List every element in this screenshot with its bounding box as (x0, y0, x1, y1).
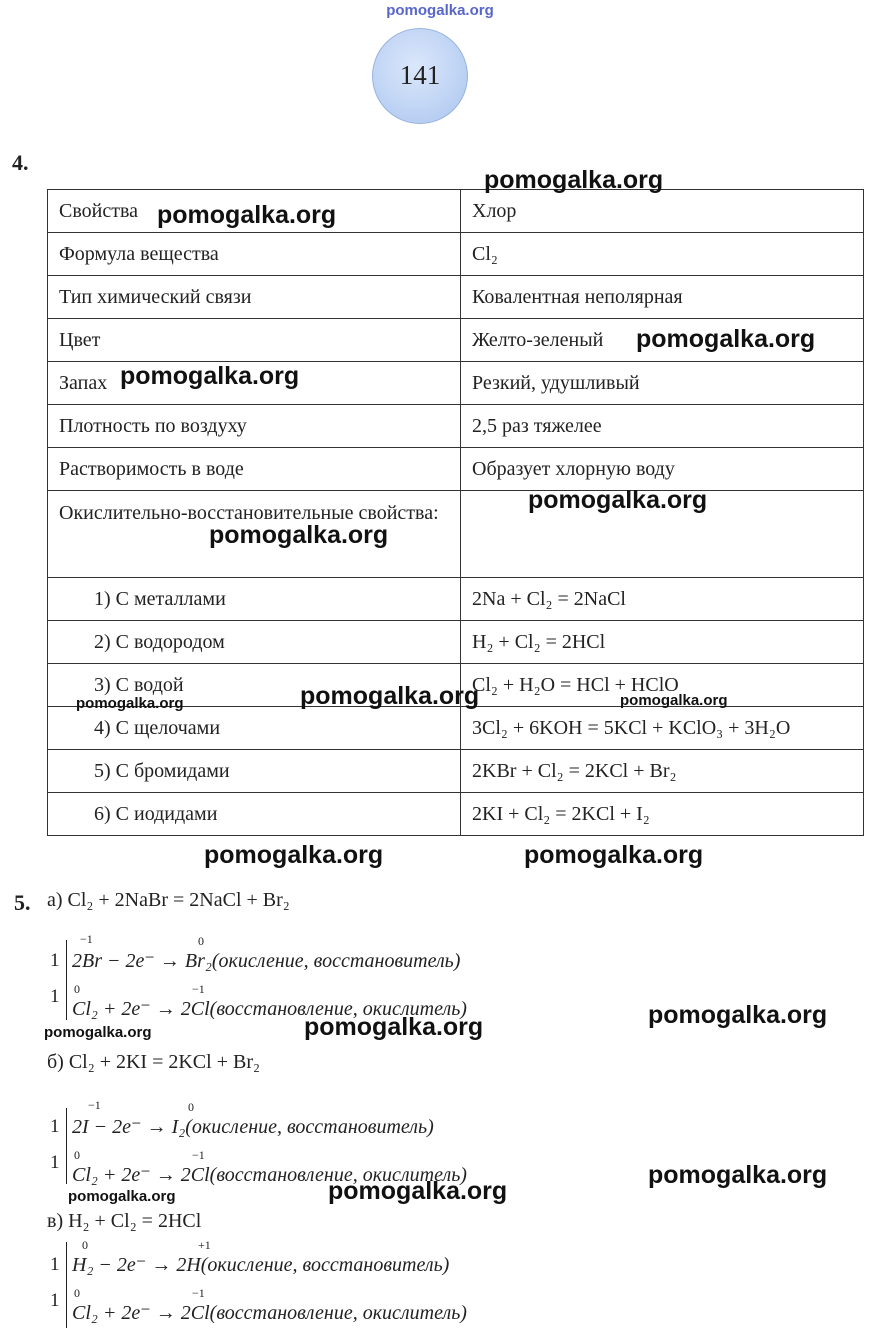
reaction-label: 1) С металлами (48, 578, 461, 621)
oxidation-state: −1 (192, 982, 205, 996)
reaction-label: 4) С щелочами (48, 707, 461, 750)
oxidation-state: −1 (80, 932, 93, 946)
half-reaction: H₂ − 2e⁻ → 2H(окисление, восстановитель) (72, 1254, 450, 1276)
reaction-equation: Cl₂ + H₂O = HCl + HClO (461, 664, 864, 707)
reaction-equation: 2KBr + Cl₂ = 2KCl + Br₂ (461, 750, 864, 793)
row-value: Ковалентная неполярная (461, 276, 864, 319)
balance-bar (66, 940, 67, 1020)
watermark: pomogalka.org (648, 1001, 828, 1029)
reaction-label: 6) С иодидами (48, 793, 461, 836)
watermark: pomogalka.org (120, 362, 300, 390)
chlorine-properties-table (47, 189, 864, 836)
table-row (48, 276, 864, 319)
watermark: pomogalka.org (620, 692, 728, 709)
row-label: Запах (48, 362, 461, 405)
half-reaction: Cl₂ + 2e⁻ → 2Cl(восстановление, окислитель) (72, 1302, 467, 1324)
watermark: pomogalka.org (300, 682, 480, 710)
header-properties: Свойства (48, 190, 461, 233)
watermark-top: pomogalka.org (386, 2, 494, 19)
watermark: pomogalka.org (528, 486, 708, 514)
oxidation-state: 0 (198, 934, 204, 948)
reaction-row (48, 578, 864, 621)
watermark: pomogalka.org (157, 201, 337, 229)
oxidation-state: −1 (192, 1148, 205, 1162)
watermark: pomogalka.org (304, 1013, 484, 1041)
oxidation-state: 0 (82, 1238, 88, 1252)
reaction-row (48, 621, 864, 664)
balance-bar (66, 1242, 67, 1328)
row-label: Цвет (48, 319, 461, 362)
equation-v: в) H₂ + Cl₂ = 2HCl (47, 1210, 202, 1232)
watermark: pomogalka.org (76, 695, 184, 712)
balance-bar (66, 1108, 67, 1184)
table-row (48, 448, 864, 491)
coefficient: 1 (50, 1254, 60, 1275)
row-value: Cl₂ (461, 233, 864, 276)
half-reactions-v (50, 1238, 550, 1333)
equation-b: б) Cl₂ + 2KI = 2KCl + Br₂ (47, 1051, 260, 1073)
oxidation-state: 0 (188, 1100, 194, 1114)
table-row (48, 405, 864, 448)
reaction-label: 3) С водой (48, 664, 461, 707)
row-value: Образует хлорную воду (461, 448, 864, 491)
table-row (48, 233, 864, 276)
coefficient: 1 (50, 986, 60, 1007)
half-reactions-a (50, 932, 550, 1024)
row-label: Формула вещества (48, 233, 461, 276)
row-value: Желто-зеленый (461, 319, 864, 362)
oxidation-state: −1 (88, 1098, 101, 1112)
reaction-equation: 3Cl₂ + 6KOH = 5KCl + KClO₃ + 3H₂O (461, 707, 864, 750)
coefficient: 1 (50, 1152, 60, 1173)
equation-a: а) Cl₂ + 2NaBr = 2NaCl + Br₂ (47, 889, 290, 911)
watermark: pomogalka.org (328, 1177, 508, 1205)
coefficient: 1 (50, 950, 60, 971)
page-number: 141 (399, 60, 441, 90)
task-4-number: 4. (12, 150, 29, 175)
row-label: Растворимость в воде (48, 448, 461, 491)
oxidation-state: 0 (74, 1286, 80, 1300)
table-row (48, 491, 864, 578)
row-value: 2,5 раз тяжелее (461, 405, 864, 448)
watermark: pomogalka.org (484, 166, 664, 194)
half-reaction: Cl₂ + 2e⁻ → 2Cl(восстановление, окислитель) (72, 1164, 467, 1186)
reaction-row (48, 750, 864, 793)
coefficient: 1 (50, 1290, 60, 1311)
oxidation-state: 0 (74, 982, 80, 996)
reaction-equation: 2Na + Cl₂ = 2NaCl (461, 578, 864, 621)
watermark: pomogalka.org (68, 1188, 176, 1205)
oxidation-state: +1 (198, 1238, 211, 1252)
watermark: pomogalka.org (648, 1161, 828, 1189)
row-label: Плотность по воздуху (48, 405, 461, 448)
reaction-label: 5) С бромидами (48, 750, 461, 793)
half-reaction: Cl₂ + 2e⁻ → 2Cl(восстановление, окислитель) (72, 998, 467, 1020)
half-reaction: 2I − 2e⁻ → I₂(окисление, восстановитель) (72, 1116, 434, 1138)
half-reaction: 2Br − 2e⁻ → Br₂(окисление, восстановитель) (72, 950, 461, 972)
row-value: Резкий, удушливый (461, 362, 864, 405)
reaction-row (48, 793, 864, 836)
coefficient: 1 (50, 1116, 60, 1137)
oxidation-state: 0 (74, 1148, 80, 1162)
task-5-number: 5. (14, 890, 31, 915)
watermark: pomogalka.org (204, 841, 384, 869)
reaction-equation: 2KI + Cl₂ = 2KCl + I₂ (461, 793, 864, 836)
reaction-equation: H₂ + Cl₂ = 2HCl (461, 621, 864, 664)
header-chlorine: Хлор (461, 190, 864, 233)
oxidation-state: −1 (192, 1286, 205, 1300)
watermark: pomogalka.org (44, 1024, 152, 1041)
reaction-row (48, 707, 864, 750)
watermark: pomogalka.org (636, 325, 816, 353)
reaction-label: 2) С водородом (48, 621, 461, 664)
row-label: Окислительно-восстановительные свойства: (48, 491, 461, 578)
watermark: pomogalka.org (524, 841, 704, 869)
row-label: Тип химический связи (48, 276, 461, 319)
watermark: pomogalka.org (209, 521, 389, 549)
